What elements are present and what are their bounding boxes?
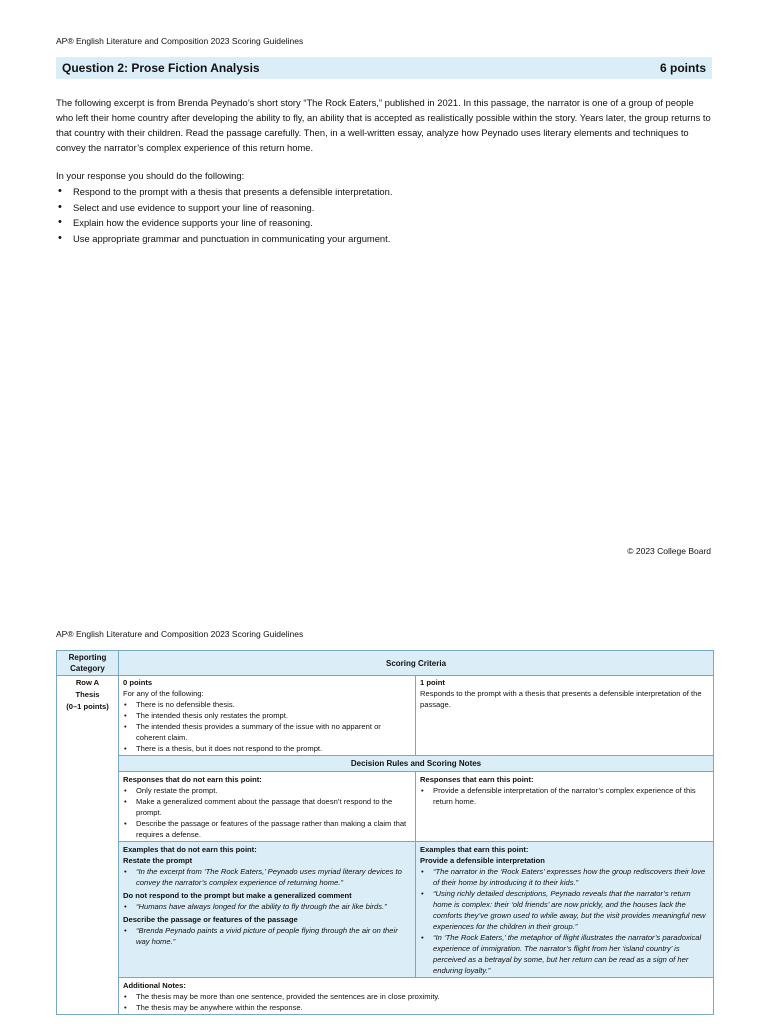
list-item: • There is a thesis, but it does not respond to the prompt. [123,743,411,754]
question-title: Question 2: Prose Fiction Analysis [62,61,260,75]
no-earn-cell [119,772,416,842]
example-restate-heading: Restate the prompt [123,856,193,865]
running-header: AP® English Literature and Composition 2023 Scoring Guidelines [56,36,304,46]
one-point-label: 1 point [420,678,445,687]
header-reporting-category: Reporting Category [57,651,119,676]
copyright-footer: © 2023 College Board [627,546,711,556]
earn-list [420,785,709,807]
instruction-item: • Select and use evidence to support your line of reasoning. [56,200,392,216]
zero-points-cell [119,676,416,756]
instruction-item: • Respond to the prompt with a thesis that presents a defensible interpretation. [56,184,392,200]
list-item: • Make a generalized comment about the passage that doesn’t respond to the prompt. [123,796,411,818]
row-category [57,676,119,1015]
zero-points-list [123,699,411,754]
list-item: • The intended thesis provides a summary of the issue with no apparent or coherent claim. [123,721,411,743]
example-defensible-list [420,866,709,976]
list-item: • “In the excerpt from ‘The Rock Eaters,’ Peynado uses myriad literary devices to convey the narrator’s complex experience of returning home.” [123,866,411,888]
one-point-cell [416,676,714,756]
list-item: • Describe the passage or features of the passage rather than making a claim that requires a defense. [123,818,411,840]
row-points: (0–1 points) [66,702,109,711]
instructions-lead: In your response you should do the following: [56,170,245,181]
list-item: • The intended thesis only restates the prompt. [123,710,411,721]
zero-points-label: 0 points [123,678,153,687]
question-title-bar [56,57,712,79]
list-item: • There is no defensible thesis. [123,699,411,710]
list-item: • “The narrator in the ‘Rock Eaters’ expresses how the group rediscovers their love of their home by introducing it to their kids.” [420,866,709,888]
one-point-text: Responds to the prompt with a thesis that presents a defensible interpretation of the passage. [420,689,702,709]
example-general-heading: Do not respond to the prompt but make a generalized comment [123,891,352,900]
examples-no-cell [119,842,416,978]
list-item: • “Using richly detailed descriptions, Peynado reveals that the narrator’s return home is complex: their ‘old friends’ are now prickly, and the houses lack the comforts they’ve grown used to while away, but the visit provides meaningful new experiences for the children in their group.” [420,888,709,932]
earn-cell [416,772,714,842]
row-name: Thesis [75,690,100,699]
list-item: • The thesis may be anywhere within the response. [123,1002,709,1013]
intro-paragraph: The following excerpt is from Brenda Peynado’s short story “The Rock Eaters,” published in 2021. In this passage, the narrator is one of a group of people who left their home country after developing the ability to fly, an ability that is accepted as realistically possible within the story. Years later, the group returns to that country with their children. Read the passage carefully. Then, in a well-written essay, analyze how Peynado uses literary elements and techniques to convey the narrator’s complex experience of this return home. [56,97,711,153]
example-restate-list [123,866,411,888]
no-earn-list [123,785,411,840]
additional-notes-heading: Additional Notes: [123,981,186,990]
instruction-item: • Explain how the evidence supports your line of reasoning. [56,215,392,231]
earn-heading: Responses that earn this point: [420,775,534,784]
examples-yes-cell [416,842,714,978]
decision-rules-header: Decision Rules and Scoring Notes [119,756,714,772]
list-item: • Only restate the prompt. [123,785,411,796]
list-item: • “Brenda Peynado paints a vivid picture of people flying through the air on their way home.” [123,925,411,947]
instruction-item: • Use appropriate grammar and punctuation in communicating your argument. [56,231,392,247]
list-item: • “In ‘The Rock Eaters,’ the metaphor of flight illustrates the narrator’s paradoxical experience of immigration. The narrator’s flight from her ‘island country’ is perceived as a betrayal by some, but her return can be read as a sign of her enduring loyalty.” [420,932,709,976]
additional-notes-cell [119,978,714,1015]
header-scoring-criteria: Scoring Criteria [119,651,714,676]
running-header: AP® English Literature and Composition 2023 Scoring Guidelines [56,629,304,639]
example-describe-heading: Describe the passage or features of the passage [123,915,298,924]
example-defensible-heading: Provide a defensible interpretation [420,856,545,865]
examples-yes-heading: Examples that earn this point: [420,845,529,854]
example-describe-list [123,925,411,947]
page-two [0,606,768,1024]
additional-notes-list [123,991,709,1013]
instructions-list [56,184,392,246]
no-earn-heading: Responses that do not earn this point: [123,775,262,784]
zero-points-lead: For any of the following: [123,689,204,698]
page-gap [0,582,768,606]
example-general-list [123,901,411,912]
examples-no-heading: Examples that do not earn this point: [123,845,257,854]
list-item: • “Humans have always longed for the ability to fly through the air like birds.” [123,901,411,912]
question-points: 6 points [659,61,706,75]
row-label: Row A [75,678,100,687]
list-item: • The thesis may be more than one sentence, provided the sentences are in close proximity. [123,991,709,1002]
scoring-table [56,650,714,1015]
list-item: • Provide a defensible interpretation of the narrator’s complex experience of this return home. [420,785,709,807]
